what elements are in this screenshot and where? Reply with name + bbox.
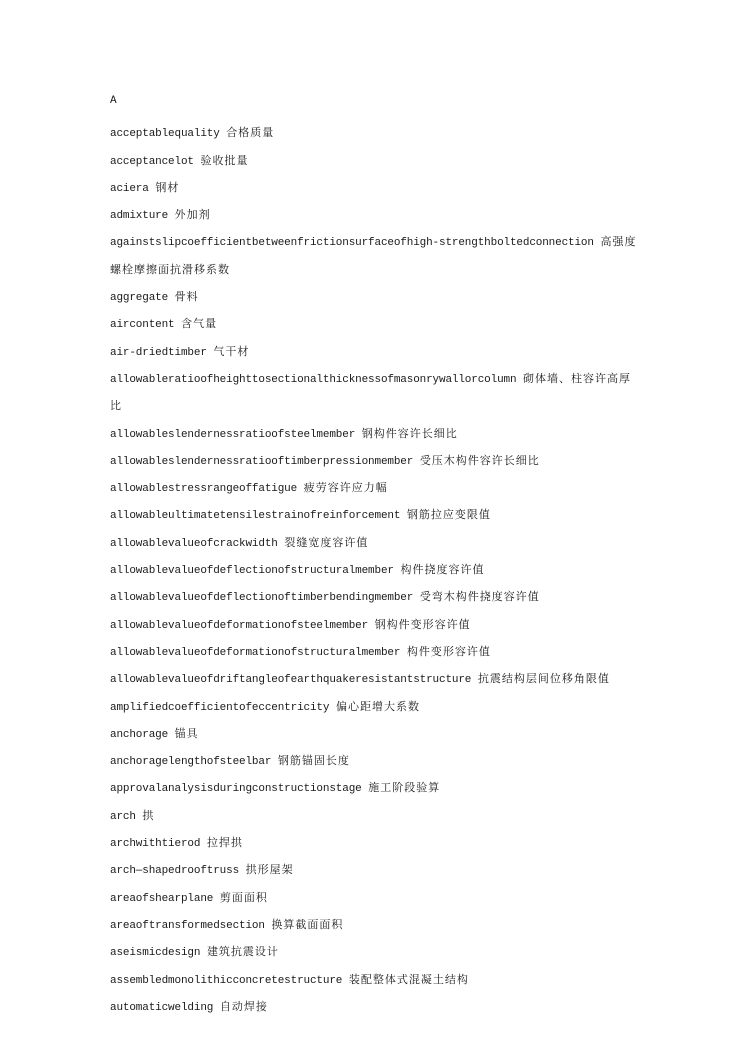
term-chinese: 受弯木构件挠度容许值 bbox=[419, 590, 540, 604]
glossary-entry bbox=[110, 666, 640, 693]
term-english: allowablevalueofdeflectionofstructuralmember bbox=[110, 565, 394, 578]
term-chinese: 换算截面面积 bbox=[271, 917, 344, 931]
term-chinese: 构件变形容许值 bbox=[406, 644, 491, 658]
term-english: aggregate bbox=[110, 292, 169, 305]
glossary-entry bbox=[110, 885, 640, 912]
glossary-entry bbox=[110, 557, 640, 584]
glossary-page bbox=[110, 95, 640, 1021]
term-english: aseismicdesign bbox=[110, 947, 201, 960]
glossary-entry bbox=[110, 366, 640, 421]
glossary-entry bbox=[110, 612, 640, 639]
term-english: areaofshearplane bbox=[110, 892, 214, 905]
term-english: allowablestressrangeoffatigue bbox=[110, 483, 298, 496]
term-english: admixture bbox=[110, 210, 169, 223]
term-chinese: 疲劳容许应力幅 bbox=[303, 481, 388, 495]
term-chinese: 自动焊接 bbox=[219, 999, 268, 1013]
glossary-entry bbox=[110, 339, 640, 366]
term-chinese: 裂缝宽度容许值 bbox=[284, 535, 369, 549]
term-english: automaticwelding bbox=[110, 1001, 214, 1014]
glossary-entry bbox=[110, 448, 640, 475]
glossary-entry bbox=[110, 694, 640, 721]
term-english: allowableratioofheighttosectionalthicknessofmasonrywallorcolumn bbox=[110, 373, 517, 386]
glossary-entry bbox=[110, 775, 640, 802]
term-chinese: 钢筋锚固长度 bbox=[277, 754, 350, 768]
term-chinese: 建筑抗震设计 bbox=[206, 945, 279, 959]
term-english: aircontent bbox=[110, 319, 175, 332]
term-chinese: 钢筋拉应变限值 bbox=[406, 508, 491, 522]
glossary-entry bbox=[110, 639, 640, 666]
term-english: amplifiedcoefficientofeccentricity bbox=[110, 701, 330, 714]
term-chinese: 骨料 bbox=[174, 290, 199, 304]
glossary-entry bbox=[110, 284, 640, 311]
term-english: againstslipcoefficientbetweenfrictionsurfaceofhigh-strengthboltedconnection bbox=[110, 237, 594, 250]
term-english: air-driedtimber bbox=[110, 346, 207, 359]
term-english: allowableultimatetensilestrainofreinforcement bbox=[110, 510, 401, 523]
term-english: areaoftransformedsection bbox=[110, 919, 265, 932]
glossary-entry bbox=[110, 912, 640, 939]
term-english: acceptablequality bbox=[110, 128, 220, 141]
glossary-entry bbox=[110, 530, 640, 557]
term-english: acceptancelot bbox=[110, 155, 194, 168]
term-english: assembledmonolithicconcretestructure bbox=[110, 974, 343, 987]
term-chinese: 装配整体式混凝土结构 bbox=[348, 972, 469, 986]
term-english: aciera bbox=[110, 182, 149, 195]
term-chinese: 剪面面积 bbox=[219, 890, 268, 904]
glossary-entry bbox=[110, 803, 640, 830]
glossary-entry bbox=[110, 202, 640, 229]
term-chinese: 拉捍拱 bbox=[206, 836, 243, 850]
term-chinese: 拱 bbox=[142, 808, 155, 822]
term-chinese: 高强度螺栓摩擦面抗滑移系数 bbox=[110, 235, 637, 276]
glossary-entry bbox=[110, 748, 640, 775]
term-english: allowablevalueofdeformationofsteelmember bbox=[110, 619, 369, 632]
term-chinese: 验收批量 bbox=[200, 153, 249, 167]
glossary-entry bbox=[110, 967, 640, 994]
entry-list bbox=[110, 120, 640, 1021]
term-chinese: 受压木构件容许长细比 bbox=[419, 453, 540, 467]
term-english: archwithtierod bbox=[110, 838, 201, 851]
term-english: anchorage bbox=[110, 728, 169, 741]
term-english: allowablevalueofdriftangleofearthquakeresistantstructure bbox=[110, 674, 472, 687]
term-chinese: 钢材 bbox=[155, 180, 180, 194]
term-english: allowablevalueofdeformationofstructuralmember bbox=[110, 646, 401, 659]
glossary-entry bbox=[110, 421, 640, 448]
glossary-entry bbox=[110, 120, 640, 147]
glossary-entry bbox=[110, 830, 640, 857]
term-chinese: 气干材 bbox=[213, 344, 250, 358]
term-chinese: 合格质量 bbox=[226, 126, 275, 140]
glossary-entry bbox=[110, 584, 640, 611]
glossary-entry bbox=[110, 229, 640, 284]
glossary-entry bbox=[110, 311, 640, 338]
term-english: arch bbox=[110, 810, 136, 823]
glossary-entry bbox=[110, 502, 640, 529]
glossary-entry bbox=[110, 857, 640, 884]
term-english: allowablevalueofdeflectionoftimberbendingmember bbox=[110, 592, 414, 605]
term-english: approvalanalysisduringconstructionstage bbox=[110, 783, 362, 796]
term-chinese: 抗震结构层间位移角限值 bbox=[477, 672, 610, 686]
term-chinese: 构件挠度容许值 bbox=[400, 563, 485, 577]
term-english: allowablevalueofcrackwidth bbox=[110, 537, 278, 550]
term-english: allowableslendernessratiooftimberpressionmember bbox=[110, 455, 414, 468]
glossary-entry bbox=[110, 721, 640, 748]
glossary-entry bbox=[110, 175, 640, 202]
term-chinese: 含气量 bbox=[181, 317, 218, 331]
glossary-entry bbox=[110, 939, 640, 966]
term-chinese: 施工阶段验算 bbox=[368, 781, 441, 795]
term-chinese: 钢构件变形容许值 bbox=[374, 617, 471, 631]
glossary-entry bbox=[110, 148, 640, 175]
glossary-entry bbox=[110, 994, 640, 1021]
term-chinese: 锚具 bbox=[174, 726, 199, 740]
term-chinese: 拱形屋架 bbox=[245, 863, 294, 877]
term-chinese: 砌体墙、柱容许高厚比 bbox=[110, 371, 632, 413]
glossary-entry bbox=[110, 475, 640, 502]
term-chinese: 钢构件容许长细比 bbox=[361, 426, 458, 440]
term-english: anchoragelengthofsteelbar bbox=[110, 756, 272, 769]
term-chinese: 偏心距增大系数 bbox=[335, 699, 420, 713]
term-english: allowableslendernessratioofsteelmember bbox=[110, 428, 356, 441]
term-english: arch—shapedrooftruss bbox=[110, 865, 240, 878]
section-letter: A bbox=[110, 95, 117, 107]
term-chinese: 外加剂 bbox=[174, 208, 211, 222]
